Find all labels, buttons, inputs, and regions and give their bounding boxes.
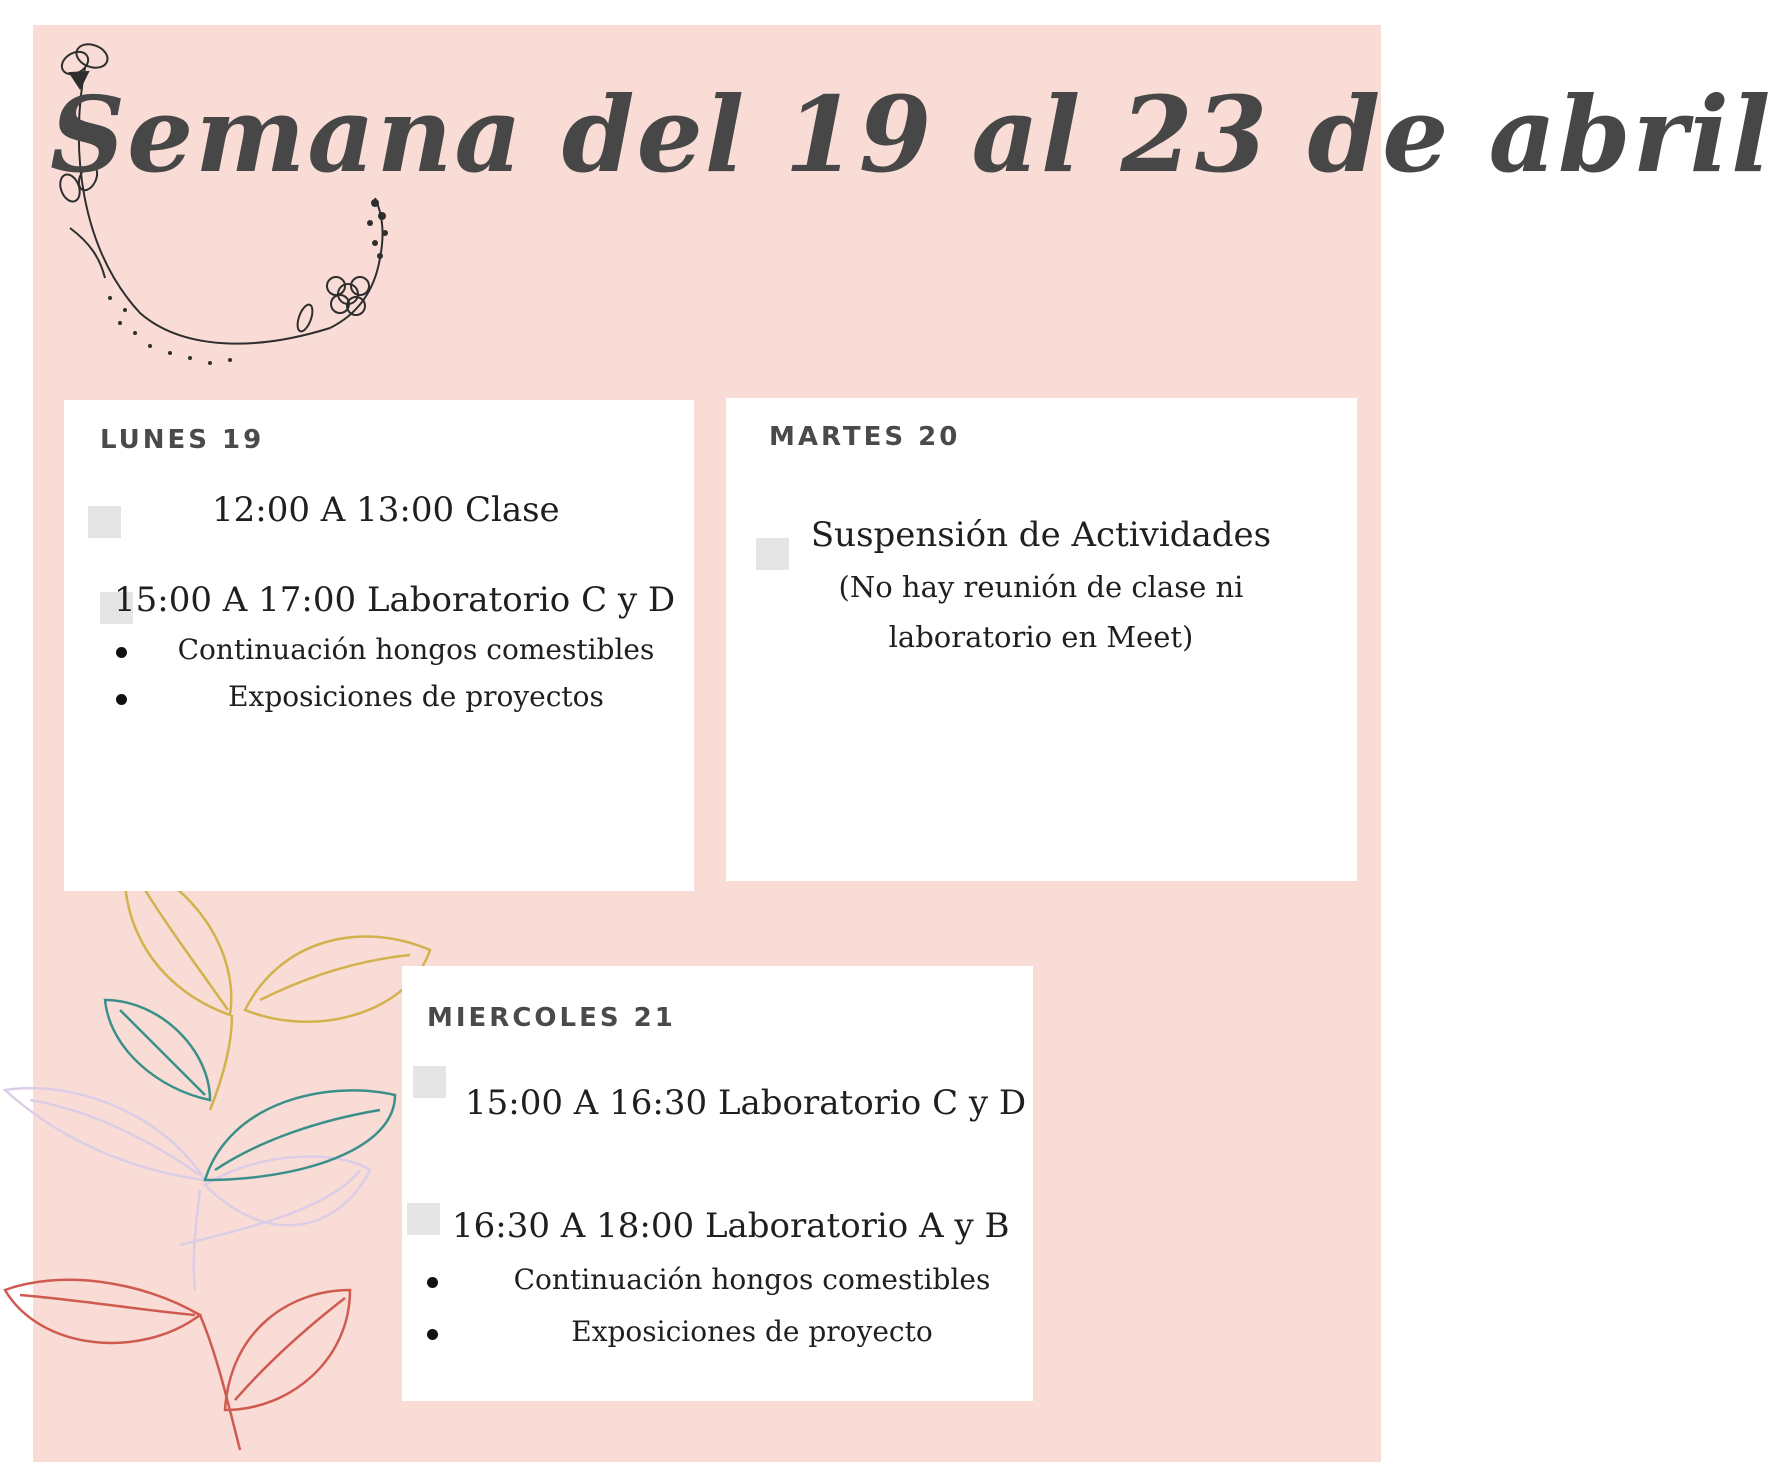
list-item: Exposiciones de proyectos	[116, 680, 656, 727]
schedule-item: 16:30 A 18:00 Laboratorio A y B	[452, 1206, 1010, 1246]
bullet-list	[116, 633, 656, 727]
schedule-item: 15:00 A 16:30 Laboratorio C y D	[465, 1083, 1027, 1123]
schedule-item: 12:00 A 13:00 Clase	[212, 490, 560, 530]
day-card-lunes	[64, 400, 694, 891]
day-heading: LUNES 19	[100, 425, 265, 455]
page-title: Semana del 19 al 23 de abril	[50, 73, 1773, 196]
day-heading: MIERCOLES 21	[427, 1003, 676, 1033]
leaf-branch-icon	[0, 850, 440, 1460]
list-item: Continuación hongos comestibles	[427, 1263, 1017, 1315]
notice-title: Suspensión de Actividades	[810, 515, 1272, 555]
schedule-item: 15:00 A 17:00 Laboratorio C y D	[114, 580, 676, 620]
day-card-martes	[726, 398, 1357, 881]
day-heading: MARTES 20	[769, 422, 961, 452]
bullet-list	[427, 1263, 1017, 1367]
checkbox-icon[interactable]	[413, 1066, 446, 1098]
day-card-miercoles	[402, 966, 1033, 1401]
list-item: Exposiciones de proyecto	[427, 1315, 1017, 1367]
checkbox-icon[interactable]	[88, 506, 121, 538]
list-item: Continuación hongos comestibles	[116, 633, 656, 680]
checkbox-icon[interactable]	[407, 1203, 440, 1235]
notice-line: laboratorio en Meet)	[888, 620, 1194, 654]
notice-line: (No hay reunión de clase ni	[838, 570, 1244, 604]
checkbox-icon[interactable]	[756, 538, 789, 570]
